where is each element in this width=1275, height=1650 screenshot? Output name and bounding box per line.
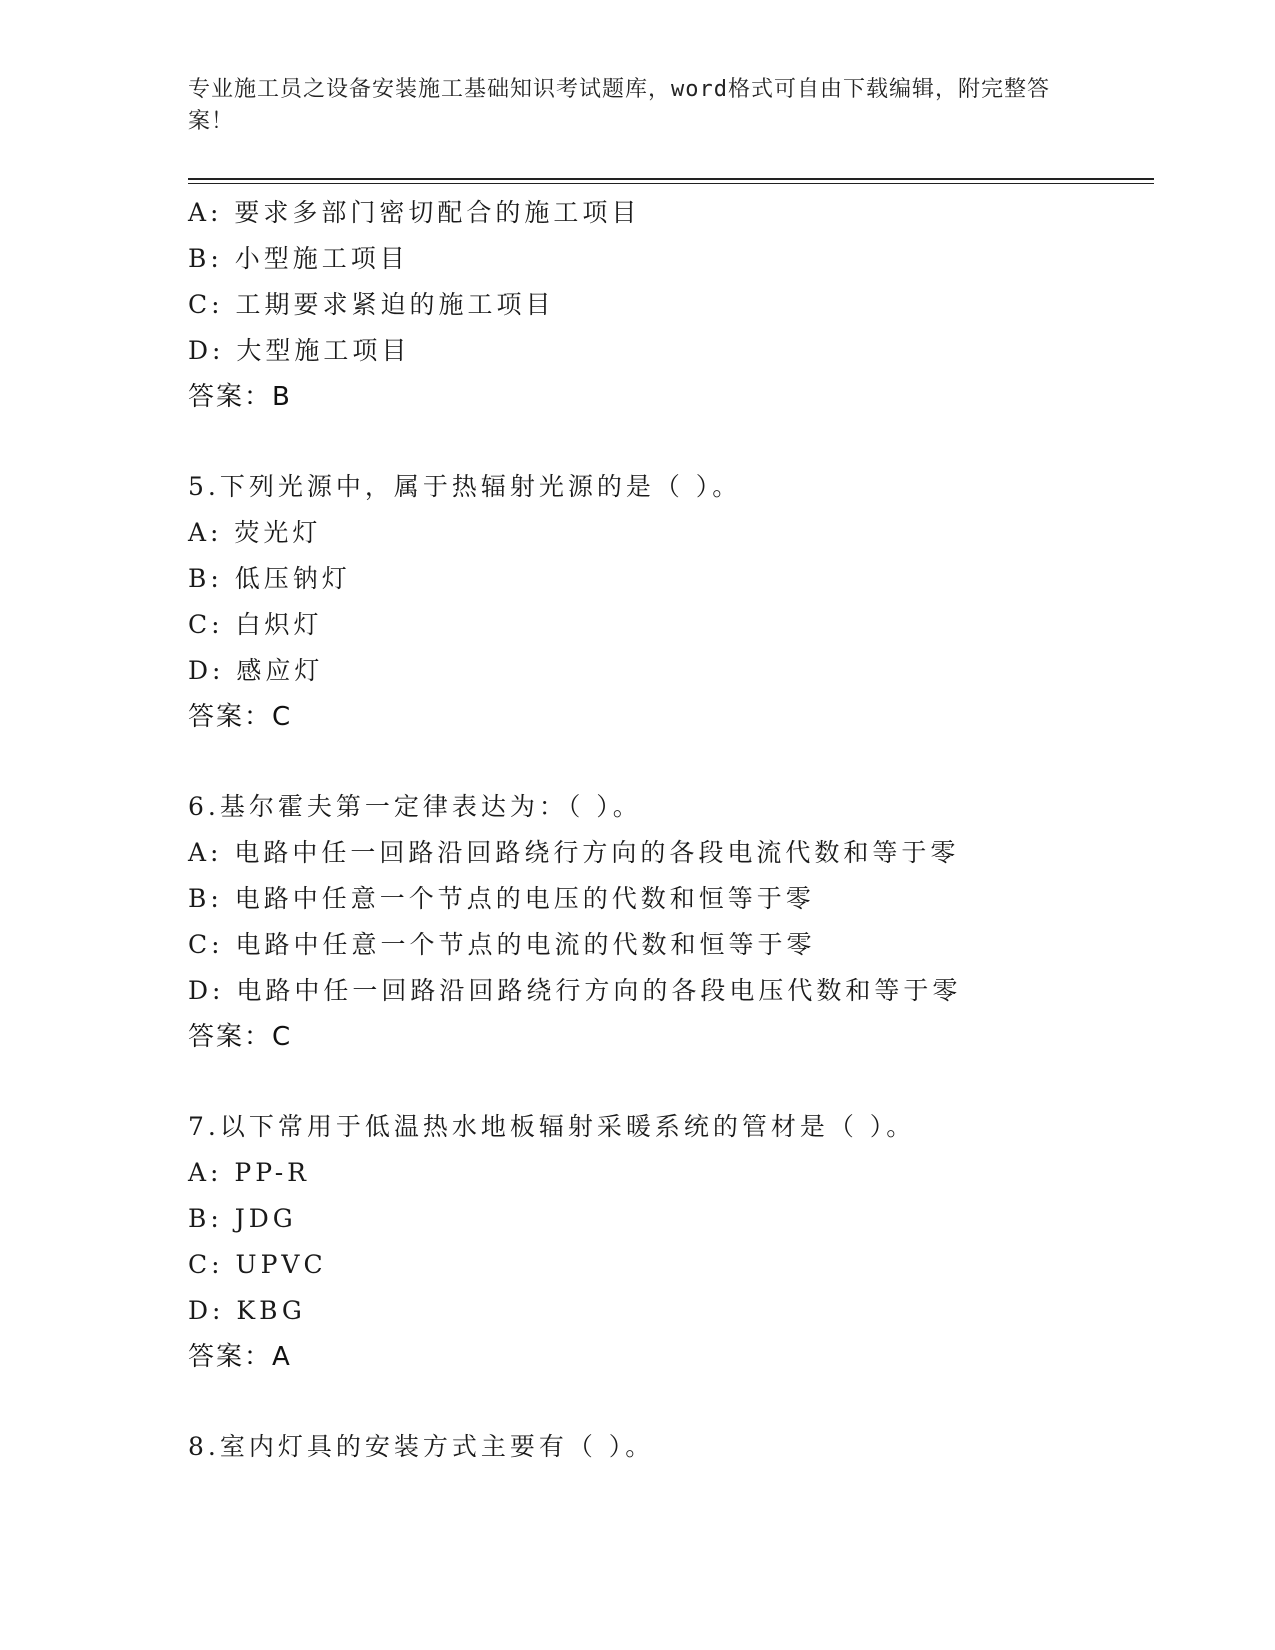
option-c: C: UPVC [188, 1250, 327, 1279]
question-stem: 8.室内灯具的安装方式主要有（ ）。 [188, 1432, 655, 1461]
question-stem: 7.以下常用于低温热水地板辐射采暖系统的管材是（ ）。 [188, 1112, 916, 1141]
question-block-7 [188, 1104, 1148, 1380]
spacer [188, 420, 1148, 464]
header-title: 专业施工员之设备安装施工基础知识考试题库，word格式可自由下载编辑，附完整答案！ [188, 77, 1050, 134]
option-b: B: 小型施工项目 [188, 244, 409, 273]
option-b: B: 电路中任意一个节点的电压的代数和恒等于零 [188, 884, 815, 913]
option-a: A: 荧光灯 [188, 518, 322, 547]
option-b: B: JDG [188, 1204, 297, 1233]
header-rule-thick [188, 178, 1154, 180]
option-b: B: 低压钠灯 [188, 564, 351, 593]
option-a: A: PP-R [188, 1158, 310, 1187]
spacer [188, 740, 1148, 784]
option-c: C: 白炽灯 [188, 610, 323, 639]
spacer [188, 1380, 1148, 1424]
answer-label: 答案：A [188, 1342, 292, 1372]
question-stem: 6.基尔霍夫第一定律表达为：（ ）。 [188, 792, 642, 821]
answer-label: 答案：C [188, 1022, 293, 1052]
question-block-partial [188, 190, 1148, 420]
document-header [188, 74, 1068, 138]
question-list [188, 190, 1148, 1470]
answer-label: 答案：B [188, 382, 292, 412]
header-rule-thin [188, 183, 1154, 184]
spacer [188, 1060, 1148, 1104]
option-d: D: KBG [188, 1296, 306, 1325]
question-stem: 5.下列光源中，属于热辐射光源的是（ ）。 [188, 472, 742, 501]
option-d: D: 大型施工项目 [188, 336, 411, 365]
option-a: A: 电路中任一回路沿回路绕行方向的各段电流代数和等于零 [188, 838, 960, 867]
question-block-6 [188, 784, 1148, 1060]
option-d: D: 感应灯 [188, 656, 324, 685]
question-block-5 [188, 464, 1148, 740]
option-d: D: 电路中任一回路沿回路绕行方向的各段电压代数和等于零 [188, 976, 962, 1005]
option-c: C: 工期要求紧迫的施工项目 [188, 290, 555, 319]
option-a: A: 要求多部门密切配合的施工项目 [188, 198, 641, 227]
option-c: C: 电路中任意一个节点的电流的代数和恒等于零 [188, 930, 816, 959]
question-block-8 [188, 1424, 1148, 1470]
answer-label: 答案：C [188, 702, 293, 732]
